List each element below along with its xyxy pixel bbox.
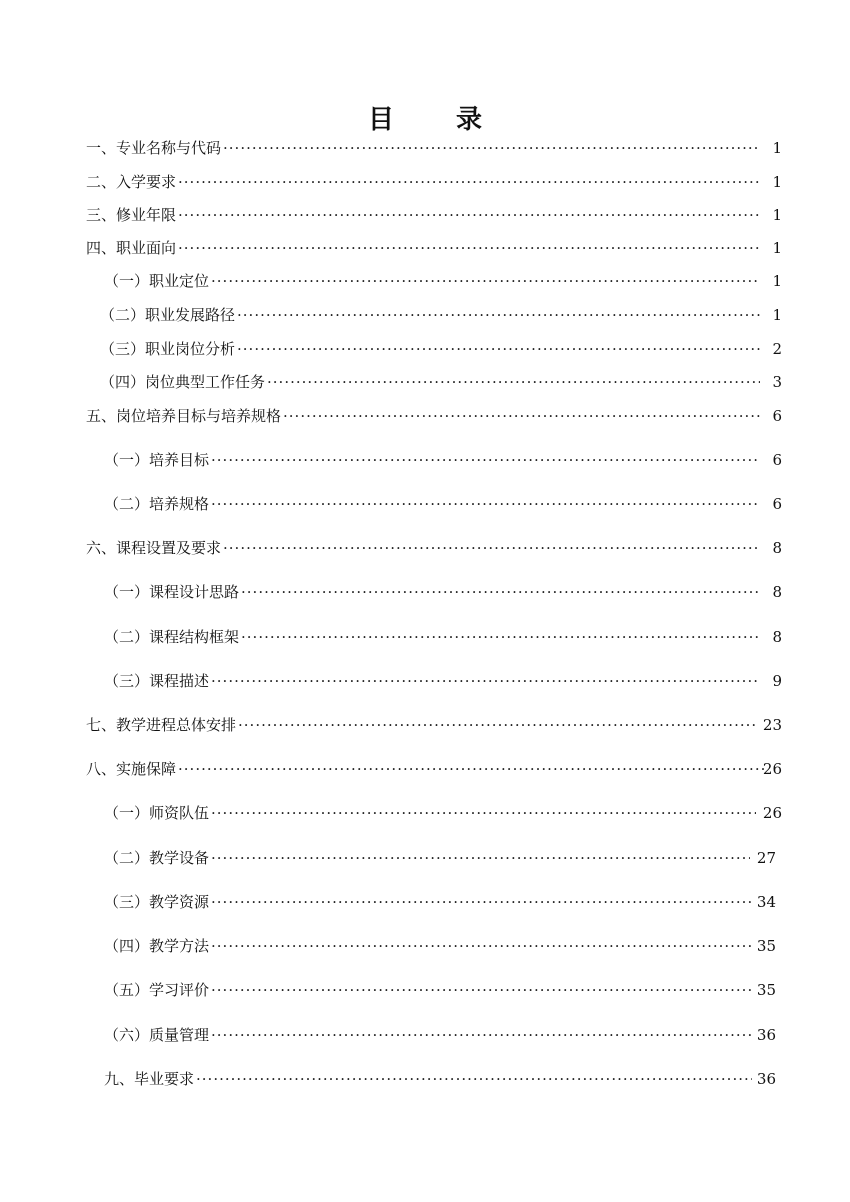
toc-entry-page-number: 26 (762, 760, 782, 778)
toc-entry-leader-dots (211, 890, 752, 914)
toc-entry[interactable] (0, 404, 850, 428)
toc-entry-label: （二）教学设备 (104, 846, 211, 870)
toc-entry-page-number: 6 (772, 451, 782, 469)
toc-title: 目 录 (367, 105, 500, 135)
toc-entry[interactable] (0, 269, 850, 293)
toc-entry-leader-dots (178, 203, 760, 227)
toc-entry-leader-dots (283, 404, 760, 428)
toc-entry-label: （一）课程设计思路 (104, 580, 241, 604)
toc-entry[interactable] (0, 303, 850, 327)
toc-entry[interactable] (0, 448, 850, 472)
toc-entry-page-number: 1 (772, 206, 782, 224)
toc-entry-page-number: 23 (762, 716, 782, 734)
toc-entry[interactable] (0, 757, 850, 781)
toc-entry-leader-dots (211, 801, 756, 825)
toc-entry-page-number: 1 (772, 139, 782, 157)
toc-entry[interactable] (0, 890, 850, 914)
toc-entry-label: （一）培养目标 (104, 448, 211, 472)
toc-entry-page-number: 3 (772, 373, 782, 391)
toc-entry[interactable] (0, 136, 850, 160)
toc-entry[interactable] (0, 669, 850, 693)
toc-entry-leader-dots (211, 846, 750, 870)
toc-entry-label: （四）岗位典型工作任务 (100, 370, 267, 394)
toc-entry-leader-dots (237, 303, 760, 327)
toc-entry-page-number: 8 (772, 583, 782, 601)
toc-entry-label: （四）教学方法 (104, 934, 211, 958)
toc-entry-label: 八、实施保障 (86, 757, 178, 781)
toc-entry[interactable] (0, 978, 850, 1002)
toc-entry-label: （三）课程描述 (104, 669, 211, 693)
toc-entry[interactable] (0, 370, 850, 394)
toc-entry-label: 五、岗位培养目标与培养规格 (86, 404, 283, 428)
toc-entry-label: （一）师资队伍 (104, 801, 211, 825)
toc-entry-page-number: 1 (772, 272, 782, 290)
toc-entry-leader-dots (178, 757, 765, 781)
toc-entry[interactable] (0, 236, 850, 260)
toc-entry-page-number: 8 (772, 628, 782, 646)
toc-entry-label: 七、教学进程总体安排 (86, 713, 238, 737)
toc-entry-label: 三、修业年限 (86, 203, 178, 227)
toc-entry[interactable] (0, 713, 850, 737)
toc-entry-leader-dots (241, 580, 760, 604)
toc-entry-label: 四、职业面向 (86, 236, 178, 260)
toc-entry-label: （五）学习评价 (104, 978, 211, 1002)
toc-entry-leader-dots (241, 625, 760, 649)
toc-entry-page-number: 34 (756, 893, 776, 911)
toc-entry[interactable] (0, 1067, 850, 1091)
toc-entry-page-number: 8 (772, 539, 782, 557)
toc-entry-page-number: 27 (756, 849, 776, 867)
toc-entry-page-number: 26 (762, 804, 782, 822)
toc-entry[interactable] (0, 1023, 850, 1047)
toc-entry-label: （二）职业发展路径 (100, 303, 237, 327)
toc-entry-leader-dots (238, 713, 756, 737)
toc-entry[interactable] (0, 337, 850, 361)
toc-entry-page-number: 6 (772, 495, 782, 513)
toc-entry-leader-dots (237, 337, 760, 361)
toc-entry-leader-dots (211, 448, 760, 472)
toc-entry-label: （一）职业定位 (104, 269, 211, 293)
toc-entry[interactable] (0, 203, 850, 227)
toc-entry-page-number: 36 (756, 1070, 776, 1088)
toc-entry-page-number: 1 (772, 239, 782, 257)
toc-entry[interactable] (0, 625, 850, 649)
toc-entry-leader-dots (223, 536, 760, 560)
toc-entry-page-number: 1 (772, 173, 782, 191)
toc-entry-leader-dots (211, 492, 760, 516)
toc-entry-label: 一、专业名称与代码 (86, 136, 223, 160)
toc-entry[interactable] (0, 580, 850, 604)
toc-entry-leader-dots (211, 934, 752, 958)
toc-entry-page-number: 35 (756, 981, 776, 999)
toc-entry-leader-dots (211, 269, 760, 293)
toc-entry[interactable] (0, 846, 850, 870)
toc-entry-leader-dots (211, 978, 752, 1002)
toc-entry[interactable] (0, 801, 850, 825)
toc-entry-leader-dots (223, 136, 760, 160)
toc-entry-page-number: 35 (756, 937, 776, 955)
toc-entry-label: 六、课程设置及要求 (86, 536, 223, 560)
toc-entry-label: （二）培养规格 (104, 492, 211, 516)
toc-entry-label: 二、入学要求 (86, 170, 178, 194)
toc-entry-leader-dots (178, 170, 760, 194)
toc-entry-page-number: 6 (772, 407, 782, 425)
toc-entry-label: （三）教学资源 (104, 890, 211, 914)
toc-entry[interactable] (0, 492, 850, 516)
toc-entry-leader-dots (178, 236, 760, 260)
toc-entry-label: （二）课程结构框架 (104, 625, 241, 649)
toc-entry-leader-dots (196, 1067, 752, 1091)
toc-entry[interactable] (0, 934, 850, 958)
toc-entry[interactable] (0, 536, 850, 560)
toc-entry-label: 九、毕业要求 (104, 1067, 196, 1091)
toc-entry-label: （六）质量管理 (104, 1023, 211, 1047)
toc-entry-leader-dots (267, 370, 760, 394)
toc-entry-leader-dots (211, 1023, 752, 1047)
toc-entry-page-number: 1 (772, 306, 782, 324)
toc-entry-page-number: 36 (756, 1026, 776, 1044)
toc-entry-page-number: 9 (772, 672, 782, 690)
toc-entry-leader-dots (211, 669, 760, 693)
toc-entry-label: （三）职业岗位分析 (100, 337, 237, 361)
toc-entry-page-number: 2 (772, 340, 782, 358)
toc-entry[interactable] (0, 170, 850, 194)
